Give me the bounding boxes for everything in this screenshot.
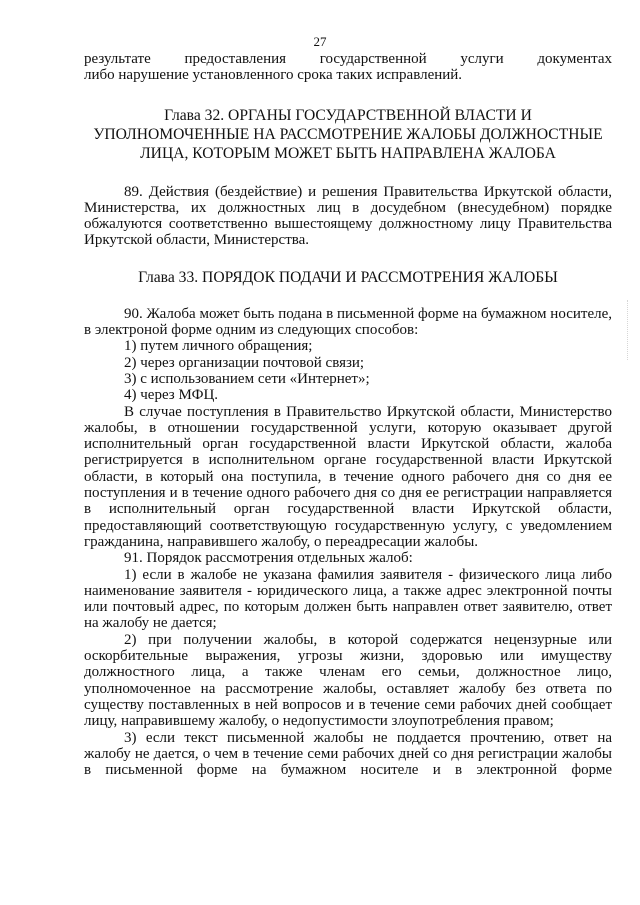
chapter-32-heading-line-2: УПОЛНОМОЧЕННЫЕ НА РАССМОТРЕНИЕ ЖАЛОБЫ ДОЛЖНОСТНЫЕ bbox=[93, 125, 603, 143]
chapter-32-heading bbox=[84, 106, 612, 163]
paragraph-91-item-3: 3) если текст письменной жалобы не поддается прочтению, ответ на жалобу не дается, о чем в течение семи рабочих дней со дня регистрации жалобы в письменной форме на бумажном носителе и в электронной форме bbox=[84, 729, 612, 779]
paragraph-90-body: В случае поступления в Правительство Иркутской области, Министерство жалобы, в отношении государственной услуги, которую оказывает другой исполнительный орган государственной власти Иркутской области, жалоба регистрируется в исполнительном органе государственной власти Иркутской области, в который она поступила, в течение одного рабочего дня со дня ее поступления и в течение одного рабочего дня со дня ее регистрации направляется в исполнительный орган государственной власти Иркутской области, предоставляющий соответствующую государственную услугу, с уведомлением гражданина, направившего жалобу, о переадресации жалобы. bbox=[84, 403, 612, 550]
paragraph-90-item-4: 4) через МФЦ. bbox=[124, 387, 219, 404]
intro-line-2: либо нарушение установленного срока таких исправлений. bbox=[84, 67, 463, 84]
paragraph-91-item-2: 2) при получении жалобы, в которой содержатся нецензурные или оскорбительные выражения, угрозы жизни, здоровью или имуществу должностного лица, а также членам его семьи, должностное лицо, уполномоченное на рассмотрение жалобы, оставляет жалобу без ответа по существу поставленных в ней вопросов и в течение семи рабочих дней сообщает лицу, направившему жалобу, о недопустимости злоупотребления правом; bbox=[84, 631, 612, 730]
paragraph-91-intro: 91. Порядок рассмотрения отдельных жалоб: bbox=[124, 550, 413, 567]
intro-line-1-left: результате bbox=[84, 51, 151, 67]
chapter-32-heading-line-1: Глава 32. ОРГАНЫ ГОСУДАРСТВЕННОЙ ВЛАСТИ И bbox=[164, 106, 532, 124]
paragraph-90-item-3: 3) с использованием сети «Интернет»; bbox=[124, 370, 370, 387]
paragraph-89: 89. Действия (бездействие) и решения Правительства Иркутской области, Министерства, их должностных лиц в досудебном (внесудебном) порядке обжалуются соответственно вышестоящему должностному лицу Правительства Иркутской области, Министерства. bbox=[84, 183, 612, 249]
paragraph-90-item-1: 1) путем личного обращения; bbox=[124, 338, 313, 355]
scan-artifact bbox=[627, 300, 634, 360]
intro-line-1 bbox=[84, 51, 612, 67]
chapter-32-heading-line-3: ЛИЦА, КОТОРЫМ МОЖЕТ БЫТЬ НАПРАВЛЕНА ЖАЛОБА bbox=[140, 144, 556, 162]
document-body bbox=[84, 51, 612, 778]
intro-line-1-right: предоставления государственной услуги документах bbox=[184, 51, 612, 67]
paragraph-91-item-1: 1) если в жалобе не указана фамилия заявителя - физического лица либо наименование заявителя - юридического лица, а также адрес электронной почты или почтовый адрес, по которым должен быть направлен ответ заявителю, ответ на жалобу не дается; bbox=[84, 566, 612, 632]
paragraph-90-item-2: 2) через организации почтовой связи; bbox=[124, 354, 365, 371]
chapter-33-heading: Глава 33. ПОРЯДОК ПОДАЧИ И РАССМОТРЕНИЯ ЖАЛОБЫ bbox=[138, 268, 558, 286]
paragraph-90-intro: 90. Жалоба может быть подана в письменной форме на бумажном носителе, в электроной форме одним из следующих способов: bbox=[84, 305, 612, 339]
page-number: 27 bbox=[313, 34, 327, 49]
